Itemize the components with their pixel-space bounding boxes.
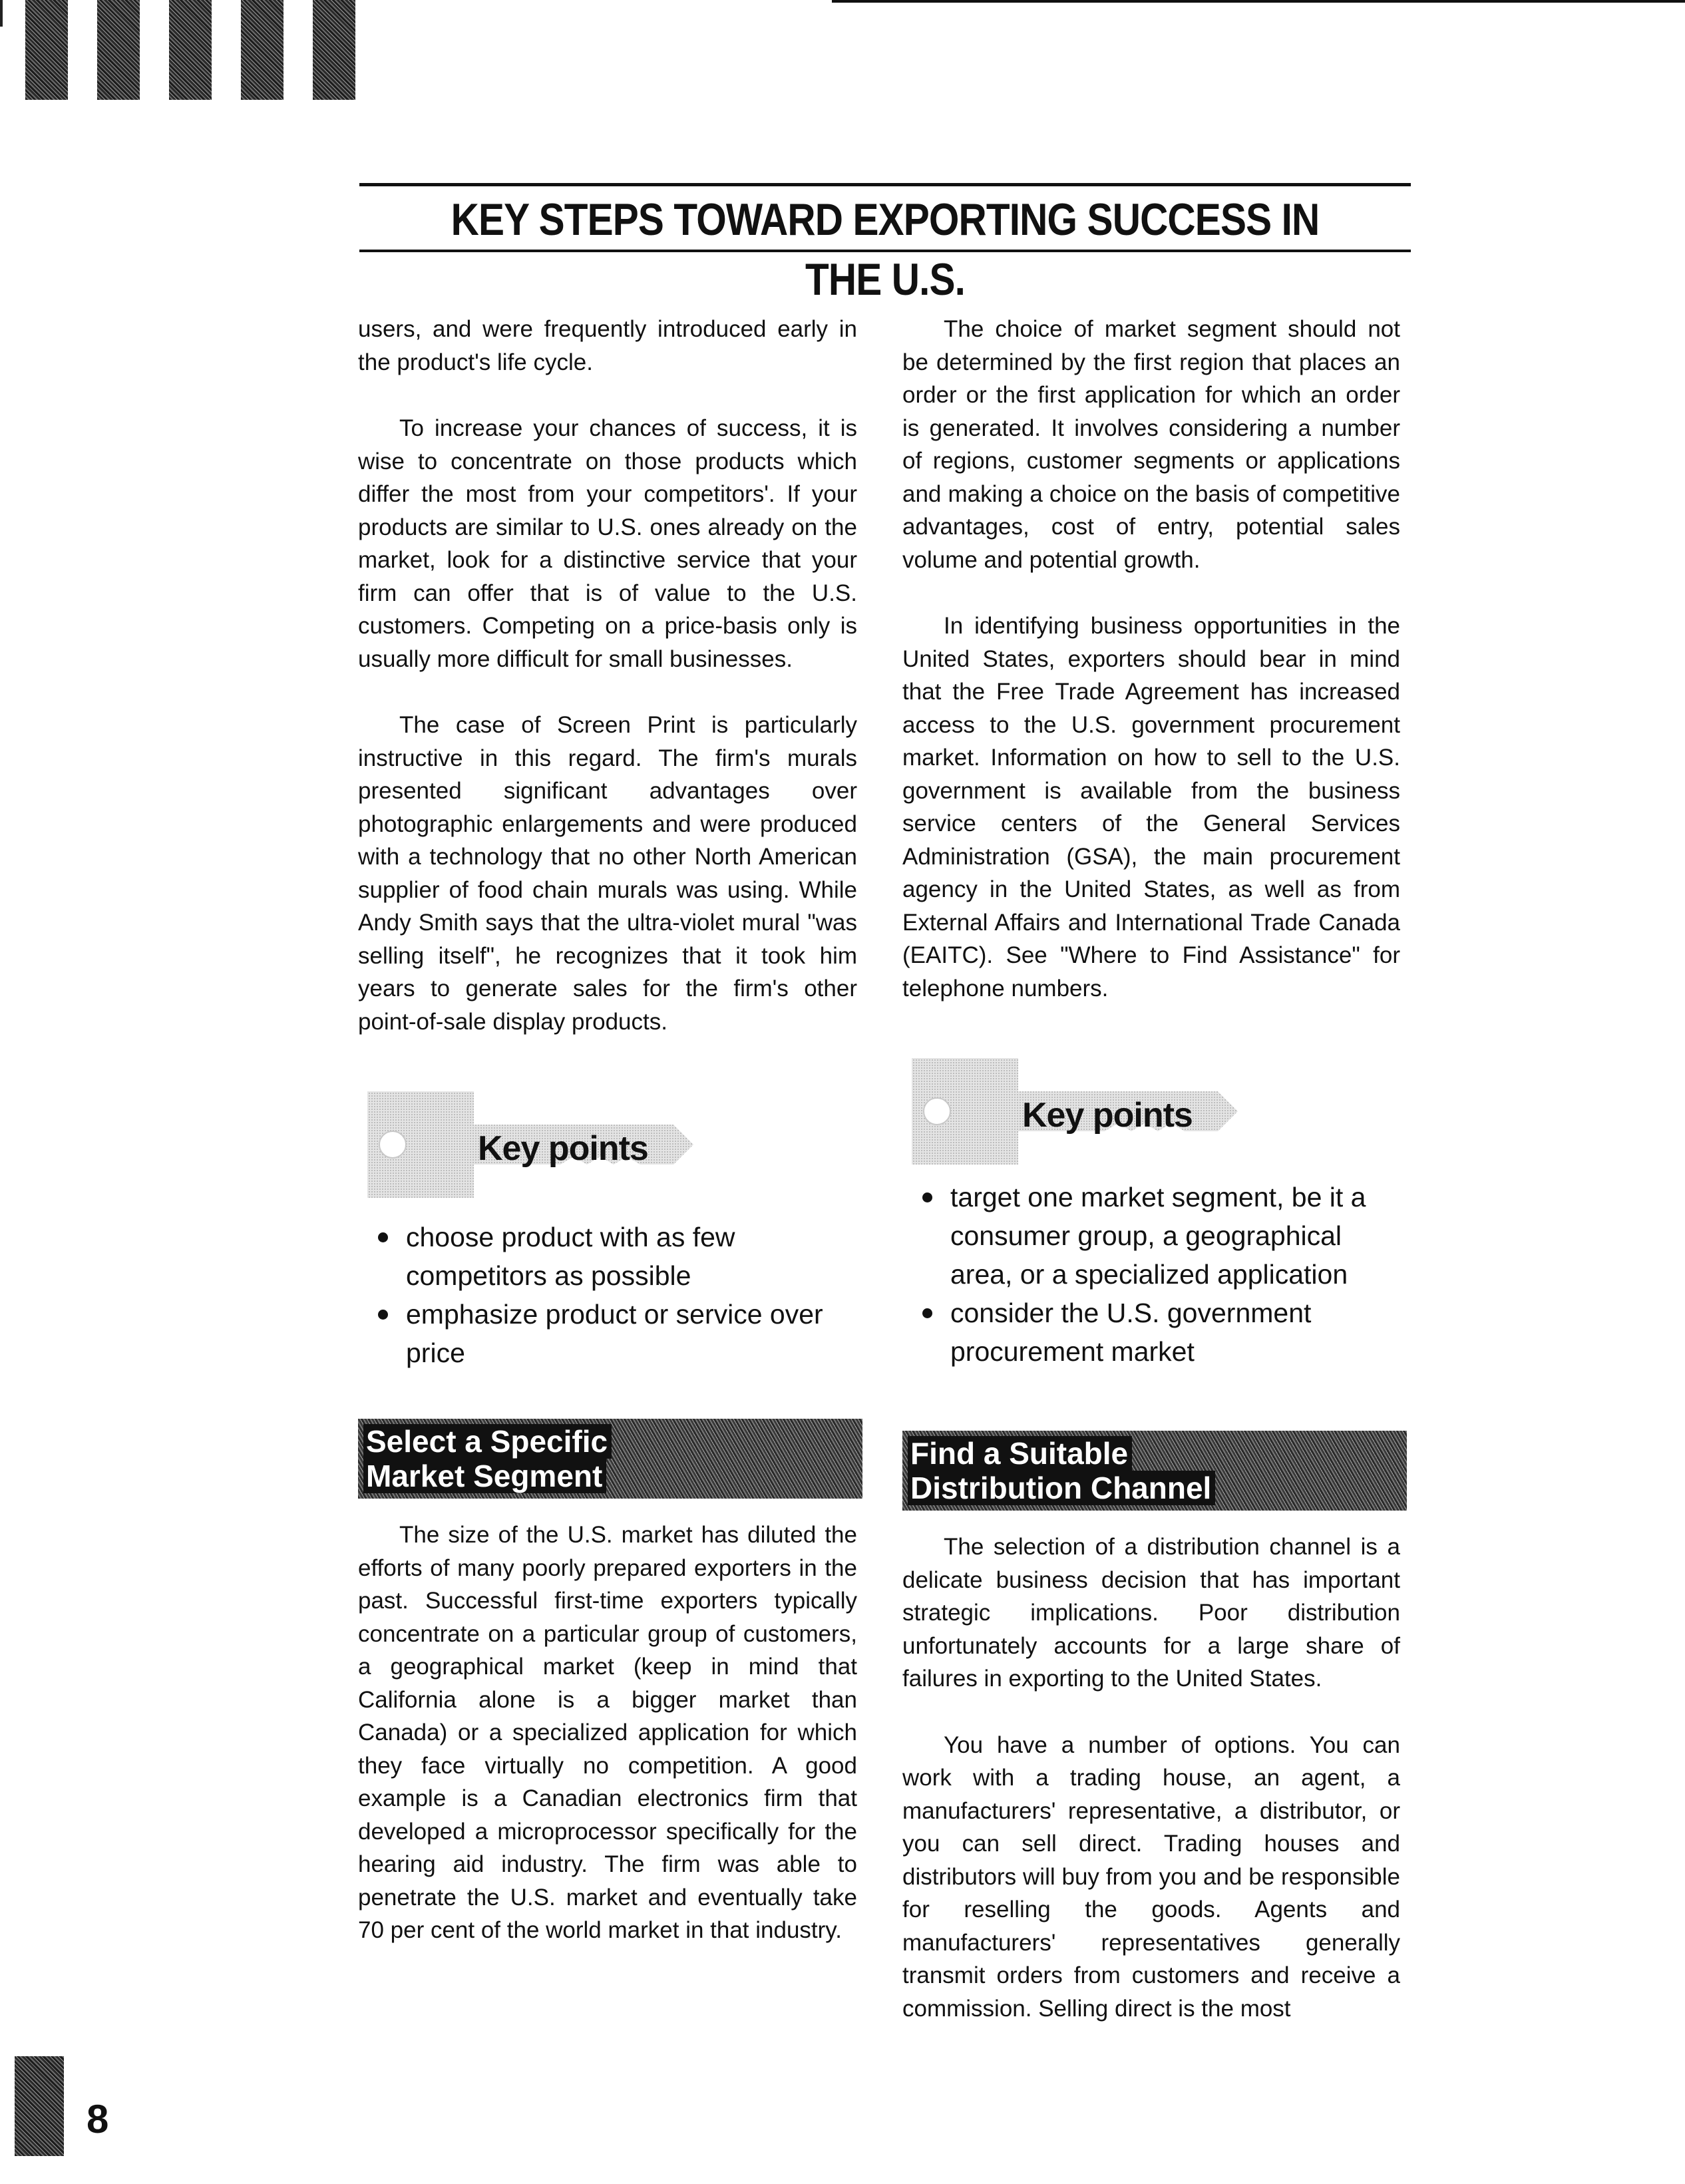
header-block xyxy=(97,0,140,100)
right-column xyxy=(902,313,1400,2025)
header-block xyxy=(313,0,355,100)
section-heading-market-segment xyxy=(358,1419,862,1499)
bullet-icon xyxy=(922,1308,932,1318)
key-points-list xyxy=(358,1218,857,1372)
footer-decorative-block xyxy=(15,2056,64,2156)
bullet-icon xyxy=(378,1232,388,1242)
top-rule xyxy=(832,0,1685,3)
section-heading-distribution-channel xyxy=(902,1431,1407,1511)
page-title: KEY STEPS TOWARD EXPORTING SUCCESS IN THE U.S. xyxy=(451,194,1320,305)
section-title-line: Distribution Channel xyxy=(908,1471,1215,1505)
list-item: choose product with as few competitors as possible xyxy=(378,1218,857,1295)
paragraph: To increase your chances of success, it is wise to concentrate on those products which differ the most from your competitors'. If your products are similar to U.S. ones already on the market, look for a distinctive service that your firm can offer that is of value to the U.S. customers. Competing on a price-basis only is usually more difficult for small businesses. xyxy=(358,415,857,672)
section-title-line: Select a Specific xyxy=(363,1424,612,1459)
paragraph: users, and were frequently introduced early in the product's life cycle. xyxy=(358,316,857,375)
paragraph: The case of Screen Print is particularly instructive in this regard. The firm's murals presented significant advantages over photographic enlargements and were produced with a technology that no other North American supplier of food chain murals was using. While Andy Smith says that the ultra-violet mural "was selling itself", he recognizes that it took him years to generate sales for the firm's other point-of-sale display products. xyxy=(358,712,857,1035)
bullet-icon xyxy=(922,1192,932,1202)
paragraph: The choice of market segment should not be determined by the first region that places an order or the first application for which an order is generated. It involves considering a number of regions, customer segments or applications and making a choice on the basis of competitive advantages, cost of entry, potential sales volume and potential growth. xyxy=(902,316,1400,573)
list-item: target one market segment, be it a consumer group, a geographical area, or a specialized application xyxy=(922,1178,1400,1294)
page-number: 8 xyxy=(87,2097,109,2141)
key-points-label: Key points xyxy=(478,1129,648,1168)
title-rule-top xyxy=(359,183,1411,186)
list-item: emphasize product or service over price xyxy=(378,1295,857,1372)
left-column xyxy=(358,313,857,1947)
paragraph: The size of the U.S. market has diluted the efforts of many poorly prepared exporters in the past. Successful first-time exporters typically concentrate on a particular group of customers, a geographical market (keep in mind that California alone is a bigger market than Canada) or a specialized application for which they face virtually no competition. A good example is a Canadian electronics firm that developed a microprocessor specifically for the hearing aid industry. The firm was able to penetrate the U.S. market and eventually take 70 per cent of the world market in that industry. xyxy=(358,1522,857,1943)
header-decorative-blocks xyxy=(25,0,355,100)
corner-mark xyxy=(0,0,3,27)
list-item: consider the U.S. government procurement market xyxy=(922,1294,1400,1371)
header-block xyxy=(25,0,68,100)
key-points-label: Key points xyxy=(1022,1096,1193,1135)
key-points-tag xyxy=(902,1051,1400,1178)
paragraph: You have a number of options. You can work with a trading house, an agent, a manufacturers' representative, a distributor, or you can sell direct. Trading houses and distributors will buy from you and be responsible for reselling the goods. Agents and manufacturers' representatives generally transmit orders from customers and receive a commission. Selling direct is the most xyxy=(902,1731,1400,2022)
paragraph: The selection of a distribution channel is a delicate business decision that has important strategic implications. Poor distribution unfortunately accounts for a large share of failures in exporting to the United States. xyxy=(902,1534,1400,1692)
section-title-line: Find a Suitable xyxy=(908,1436,1132,1471)
header-block xyxy=(169,0,212,100)
section-title-line: Market Segment xyxy=(363,1459,606,1493)
key-points-tag xyxy=(358,1085,857,1218)
title-rule-bottom xyxy=(359,250,1411,252)
key-points-list xyxy=(902,1178,1400,1371)
bullet-icon xyxy=(378,1310,388,1320)
paragraph: In identifying business opportunities in the United States, exporters should bear in mind that the Free Trade Agreement has increased access to the U.S. government procurement market. Information on how to sell to the U.S. government is available from the business service centers of the General Services Administration (GSA), the main procurement agency in the United States, as well as from External Affairs and International Trade Canada (EAITC). See "Where to Find Assistance" for telephone numbers. xyxy=(902,613,1400,1001)
header-block xyxy=(241,0,283,100)
